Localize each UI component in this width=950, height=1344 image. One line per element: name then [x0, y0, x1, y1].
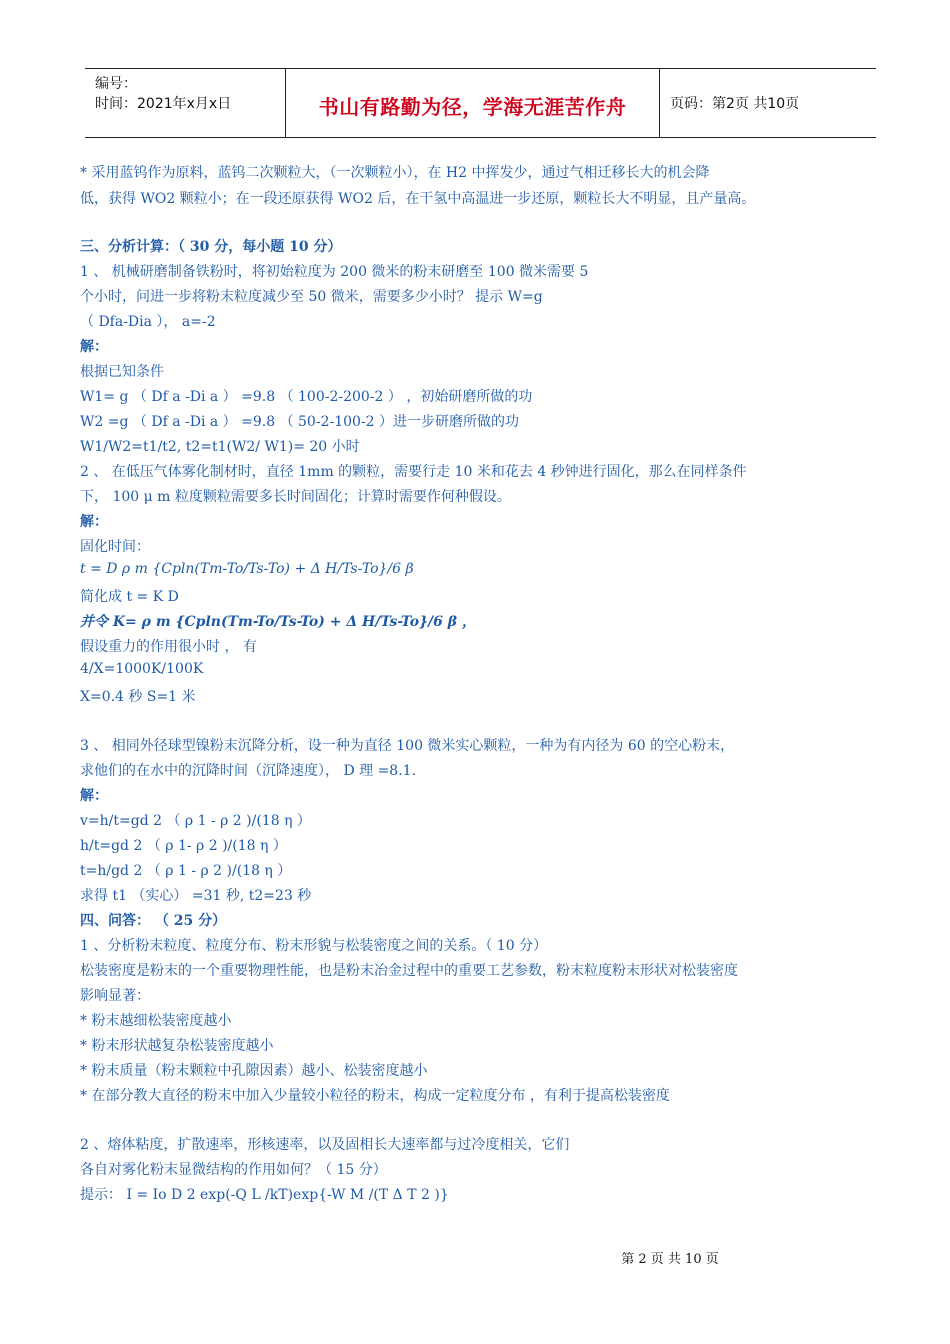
- text-line: 解：: [80, 339, 108, 355]
- text-line: 提示： I = Io D 2 exp(-Q L /kT)exp{-W M /(T Δ T 2 )}: [80, 1187, 449, 1203]
- text-line: 求得 t1 （实心） =31 秒, t2=23 秒: [80, 888, 312, 904]
- text-line: 影响显著：: [80, 988, 150, 1004]
- text-line: 个小时，问进一步将粉末粒度减少至 50 微米，需要多少小时？ 提示 W=g: [80, 289, 543, 305]
- text-line: 下， 100 μ m 粒度颗粒需要多长时间固化；计算时需要作何种假设。: [80, 489, 511, 505]
- text-line: h/t=gd 2 （ ρ 1- ρ 2 )/(18 η ）: [80, 838, 287, 854]
- header-right-cell: [660, 69, 876, 137]
- text-line: 2 、 在低压气体雾化制材时，直径 1mm 的颗粒，需要行走 10 米和花去 4 秒钟进行固化，那么在同样条件: [80, 464, 747, 480]
- text-line: 三、分析计算：（ 30 分，每小题 10 分）: [80, 239, 342, 255]
- header-motto: 书山有路勤为径，学海无涯苦作舟: [318, 95, 627, 119]
- text-line: v=h/t=gd 2 （ ρ 1 - ρ 2 )/(18 η ）: [80, 813, 311, 829]
- text-line: 四、问答： （ 25 分）: [80, 913, 227, 929]
- header-page-code: 页码：第2页 共10页: [670, 96, 800, 112]
- text-line: 低，获得 WO2 颗粒小；在一段还原获得 WO2 后，在干氢中高温进一步还原，颗粒长大不明显，且产量高。: [80, 191, 756, 207]
- text-line: 假设重力的作用很小时 ， 有: [80, 639, 257, 655]
- text-line: * 粉末质量（粉末颗粒中孔隙因素）越小、松装密度越小: [80, 1063, 428, 1079]
- text-line: （ Dfa-Dia ）， a=-2: [80, 314, 216, 330]
- text-line: 简化成 t = K D: [80, 589, 179, 605]
- text-line: * 在部分教大直径的粉末中加入少量较小粒径的粉末，构成一定粒度分布 ，有利于提高松装密度: [80, 1088, 670, 1104]
- text-line: * 粉末越细松装密度越小: [80, 1013, 232, 1029]
- text-line: * 粉末形状越复杂松装密度越小: [80, 1038, 274, 1054]
- text-line: 求他们的在水中的沉降时间（沉降速度）， D 理 =8.1.: [80, 763, 417, 779]
- text-line: 1 、 机械研磨制备铁粉时，将初始粒度为 200 微米的粉末研磨至 100 微米需要 5: [80, 264, 589, 280]
- text-line: 4/X=1000K/100K: [80, 661, 204, 677]
- text-line: W1= g （ Df a -Di a ） =9.8 （ 100-2-200-2 ） ，初始研磨所做的功: [80, 389, 533, 405]
- header-left-cell: [85, 69, 286, 137]
- text-line: X=0.4 秒 S=1 米: [80, 689, 196, 705]
- header-center-cell: [286, 69, 660, 137]
- doc-id-label: 编号：: [95, 76, 137, 92]
- footer-page-number: 第 2 页 共 10 页: [621, 1252, 719, 1267]
- text-line: t = D ρ m {Cpln(Tm-To/Ts-To) + Δ H/Ts-To}/6 β: [80, 561, 414, 577]
- text-line: 1 、分析粉末粒度、粒度分布、粉末形貌与松装密度之间的关系。（ 10 分）: [80, 938, 548, 954]
- page-header: [85, 68, 876, 138]
- text-line: 根据已知条件: [80, 364, 164, 380]
- text-line: W1/W2=t1/t2, t2=t1(W2/ W1)= 20 小时: [80, 439, 360, 455]
- page-footer: [0, 1248, 950, 1267]
- text-line: 固化时间：: [80, 539, 150, 555]
- text-line: 松装密度是粉末的一个重要物理性能，也是粉末冶金过程中的重要工艺参数，粉末粒度粉末形状对松装密度: [80, 963, 738, 979]
- text-line: W2 =g （ Df a -Di a ） =9.8 （ 50-2-100-2 ）进一步研磨所做的功: [80, 414, 520, 430]
- doc-date-label: 时间：2021年x月x日: [95, 96, 232, 112]
- text-line: 并令 K= ρ m {Cpln(Tm-To/Ts-To) + Δ H/Ts-To}/6 β ，: [80, 614, 476, 630]
- text-line: t=h/gd 2 （ ρ 1 - ρ 2 )/(18 η ）: [80, 863, 292, 879]
- text-line: 解：: [80, 788, 108, 804]
- text-line: 解：: [80, 514, 108, 530]
- text-line: 各自对雾化粉末显微结构的作用如何？（ 15 分）: [80, 1162, 387, 1178]
- text-line: 2 、熔体粘度，扩散速率，形核速率，以及固相长大速率都与过冷度相关，它们: [80, 1137, 570, 1153]
- text-line: * 采用蓝钨作为原料，蓝钨二次颗粒大，（一次颗粒小），在 H2 中挥发少，通过气相迁移长大的机会降: [80, 165, 710, 181]
- text-line: 3 、 相同外径球型镍粉末沉降分析，设一种为直径 100 微米实心颗粒，一种为有内径为 60 的空心粉末，: [80, 738, 735, 754]
